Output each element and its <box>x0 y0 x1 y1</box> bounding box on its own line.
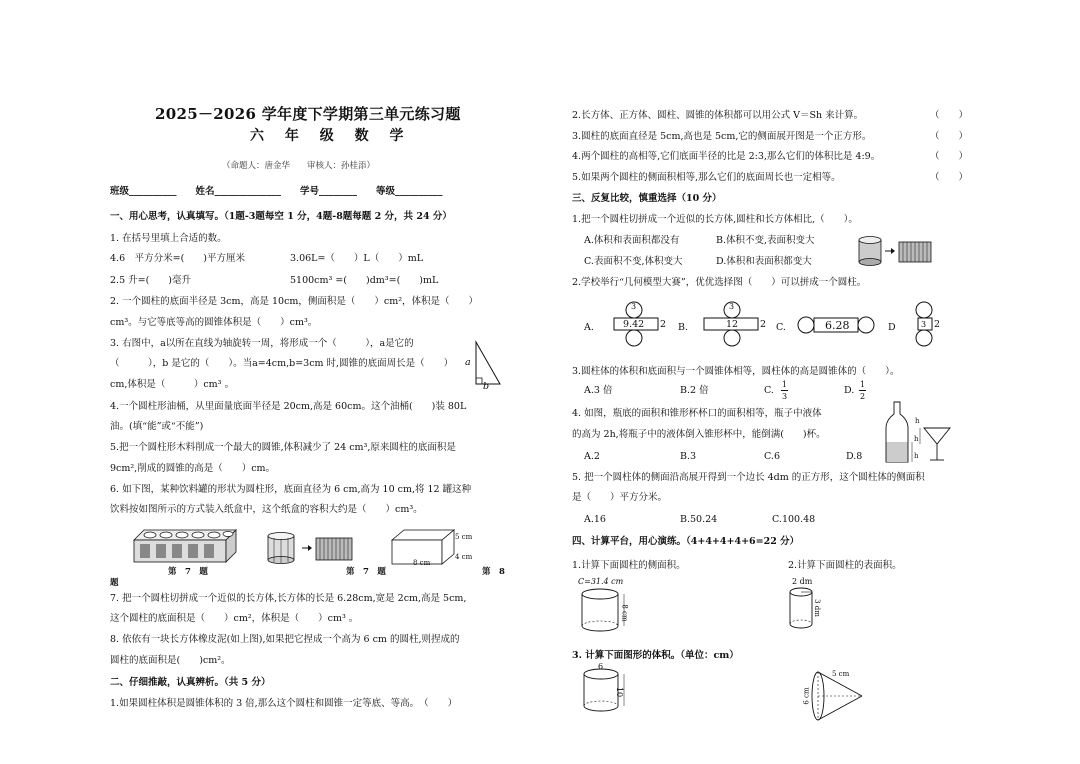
choice-1-c: C.表面积不变,体积变大 <box>584 256 683 267</box>
figure-8-caption: 第 8 <box>482 567 505 577</box>
student-fields: 班级__________ 姓名______________ 学号________ 等级__________ <box>110 186 443 197</box>
q2-line2: cm³。与它等底等高的圆锥体积是（ ）cm³。 <box>110 317 318 328</box>
choice-2-b: B. <box>678 322 689 333</box>
q8-line2: 圆柱的底面积是( )cm²。 <box>110 655 231 666</box>
can-pack-figure <box>132 526 238 564</box>
box-width-label: 8 cm <box>413 559 431 567</box>
q3-line2: （ ），b 是它的（ ）。当a=4cm,b=3cm 时,圆锥的底面周长是（ ） <box>110 358 454 369</box>
choice-3: 3.圆柱体的体积和底面积与一个圆锥体相等，圆柱体的高是圆锥体的（ ）。 <box>572 366 900 377</box>
choice-4-d: D.8 <box>846 451 863 462</box>
judge-5-paren: （ ） <box>930 172 969 183</box>
calc-3-cone-length: 5 cm <box>832 670 850 678</box>
calc-2-diameter: 2 dm <box>792 577 813 586</box>
choice-1-b: B.体积不变,表面积变大 <box>716 235 815 246</box>
calc-3-height: 10 <box>615 686 625 698</box>
choice-2-a: A. <box>584 322 594 333</box>
q2-line1: 2. 一个圆柱的底面半径是 3cm，高是 10cm，侧面积是（ ）cm²，体积是（ ） <box>110 296 479 307</box>
choice-3-d: D. <box>844 385 855 396</box>
choice-5-line1: 5. 把一个圆柱体的侧面沿高展开得到一个边长 4dm 的正方形，这个圆柱体的侧面积 <box>572 472 925 483</box>
judge-2-paren: （ ） <box>930 110 969 121</box>
q1d: 5100cm³ =( )dm³=( )mL <box>290 275 439 286</box>
page-subtitle: 六 年 级 数 学 <box>250 128 412 144</box>
choice-2-c: C. <box>776 322 786 333</box>
choice-3-c-num: 1 <box>782 380 788 389</box>
net-c-length: 6.28 <box>825 319 850 332</box>
choice-3-a: A.3 倍 <box>584 385 613 396</box>
choice-4-c: C.6 <box>764 451 780 462</box>
choice-3-b: B.2 倍 <box>680 385 709 396</box>
net-b-side: 2 <box>760 319 767 330</box>
calc-3: 3. 计算下面图形的体积。（单位：cm） <box>572 650 739 661</box>
choice-4-a: A.2 <box>584 451 600 462</box>
calc-2: 2.计算下面圆柱的表面积。 <box>788 560 902 571</box>
net-d-side: 2 <box>934 319 941 330</box>
q7-line2: 这个圆柱的底面积是（ ）cm²，体积是（ ）cm³ 。 <box>110 613 359 624</box>
net-a-side: 2 <box>660 319 667 330</box>
q5-line1: 5.把一个圆柱形木料削成一个最大的圆锥,体积减少了 24 cm³,原来圆柱的底面积是 <box>110 442 456 453</box>
q6-line1: 6. 如下图，某种饮料罐的形状为圆柱形，底面直径为 6 cm,高为 10 cm,将 12 罐这种 <box>110 484 472 495</box>
box-height-label: 5 cm <box>455 533 473 541</box>
judge-4: 4.两个圆柱的高相等,它们底面半径的比是 2:3,那么它们的体积比是 4:9。 <box>572 151 881 162</box>
q7-line1: 7. 把一个圆柱切拼成一个近似的长方体,长方体的长是 6.28cm,宽是 2cm,高是 5cm, <box>110 593 467 604</box>
q1a: 4.6 平方分米=( )平方厘米 <box>110 253 245 264</box>
triangle-a-label: a <box>465 357 471 368</box>
page-title: 2025－2026 学年度下学期第三单元练习题 <box>155 105 461 123</box>
q3-line1: 3. 右图中，a以所在直线为轴旋转一周，将形成一个（ ），a是它的 <box>110 338 414 349</box>
section-3-heading: 三、反复比较，慎重选择（10 分） <box>572 193 722 204</box>
figure-7b-caption: 第 7 题 <box>346 567 386 577</box>
choice-5-b: B.50.24 <box>680 514 718 525</box>
choice-5-a: A.16 <box>584 514 606 525</box>
cylinder-to-cuboid-figure <box>855 234 935 266</box>
cylinder-slices-figure <box>264 532 356 564</box>
net-b-length: 12 <box>726 319 739 330</box>
figure-8-caption-tail: 题 <box>110 578 119 588</box>
bottle-h-label-1: h <box>914 435 919 443</box>
bottle-h-label-2: h <box>914 452 919 460</box>
q5-line2: 9cm²,削成的圆锥的高是（ ）cm。 <box>110 463 276 474</box>
net-a-radius-top: 3 <box>631 302 637 311</box>
net-a-length: 9.42 <box>623 319 645 330</box>
q1: 1. 在括号里填上合适的数。 <box>110 233 227 244</box>
calc-2-height: 3 dm <box>812 599 821 617</box>
triangle-b-label: b <box>483 381 490 392</box>
q8-line1: 8. 依依有一块长方体橡皮泥(如上图),如果把它捏成一个高为 6 cm 的圆柱,则捏成的 <box>110 634 460 645</box>
judge-3: 3.圆柱的底面直径是 5cm,高也是 5cm,它的侧面展开图是一个正方形。 <box>572 131 872 142</box>
net-b-radius-top: 3 <box>729 302 735 311</box>
choice-4-line1: 4. 如图，瓶底的面积和锥形杯杯口的面积相等，瓶子中液体 <box>572 408 822 419</box>
choice-3-d-den: 2 <box>860 392 866 401</box>
section-2-heading: 二、仔细推敲，认真辨析。（共 5 分） <box>110 677 271 688</box>
calc-1-circumference: C=31.4 cm <box>578 577 624 586</box>
box-depth-label: 4 cm <box>455 553 473 561</box>
figure-7a-caption: 第 7 题 <box>168 567 208 577</box>
judge-3-paren: （ ） <box>930 131 969 142</box>
choice-4-line2: 的高为 2h,将瓶子中的液体倒入锥形杯中，能倒满( )杯。 <box>572 429 826 440</box>
choice-4-b: B.3 <box>680 451 697 462</box>
choice-1-a: A.体积和表面积都没有 <box>584 235 680 246</box>
choice-5-line2: 是（ ）平方分米。 <box>572 492 668 503</box>
q4-line1: 4.一个圆柱形油桶，从里面量底面半径是 20cm,高是 60cm。这个油桶( )装 80L <box>110 401 467 412</box>
choice-3-d-num: 1 <box>860 380 866 389</box>
q3-line3: cm,体积是（ ）cm³ 。 <box>110 379 235 390</box>
judge-4-paren: （ ） <box>930 151 969 162</box>
judge-5: 5.如果两个圆柱的侧面积相等,那么它们的底面周长也一定相等。 <box>572 172 841 183</box>
choice-1-d: D.体积和表面积都变大 <box>716 256 812 267</box>
judge-1: 1.如果圆柱体积是圆锥体积的 3 倍,那么这个圆柱和圆锥一定等底、等高。 （ ） <box>110 698 458 709</box>
net-d-width: 3 <box>921 320 927 329</box>
choice-3-c-den: 3 <box>782 392 788 401</box>
calc-3-cone-diameter: 6 cm <box>802 687 811 705</box>
section-1-heading: 一、用心思考，认真填写。（1题-3题每空 1 分，4题-8题每题 2 分，共 24 分） <box>110 211 452 222</box>
authors: （命题人：唐金华 审核人：孙桂添） <box>222 161 376 171</box>
choice-1: 1.把一个圆柱切拼成一个近似的长方体,圆柱和长方体相比,（ ）。 <box>572 214 858 225</box>
calc-1-height: 8 cm <box>620 604 629 622</box>
choice-5-c: C.100.48 <box>772 514 816 525</box>
q1c: 2.5 升=( )毫升 <box>110 275 192 286</box>
choice-2: 2.学校举行“几何模型大赛”，优优选择图（ ）可以拼成一个圆柱。 <box>572 277 867 288</box>
calc-3-diameter: 6 <box>598 662 604 671</box>
choice-2-d: D <box>888 322 896 333</box>
cone-h-label: h <box>915 417 920 425</box>
q6-line2: 饮料按如图所示的方式装入纸盒中，这个纸盒的容积大约是（ ）cm³。 <box>110 504 423 515</box>
q1b: 3.06L=（ ）L（ ）mL <box>290 253 424 264</box>
section-4-heading: 四、计算平台，用心演练。（4+4+4+4+6=22 分） <box>572 536 800 547</box>
choice-3-c: C. <box>764 385 774 396</box>
calc-1: 1.计算下面圆柱的侧面积。 <box>572 560 686 571</box>
judge-2: 2.长方体、正方体、圆柱、圆锥的体积都可以用公式 V＝Sh 来计算。 <box>572 110 864 121</box>
q4-line2: 油。(填“能”或“不能”) <box>110 421 204 432</box>
